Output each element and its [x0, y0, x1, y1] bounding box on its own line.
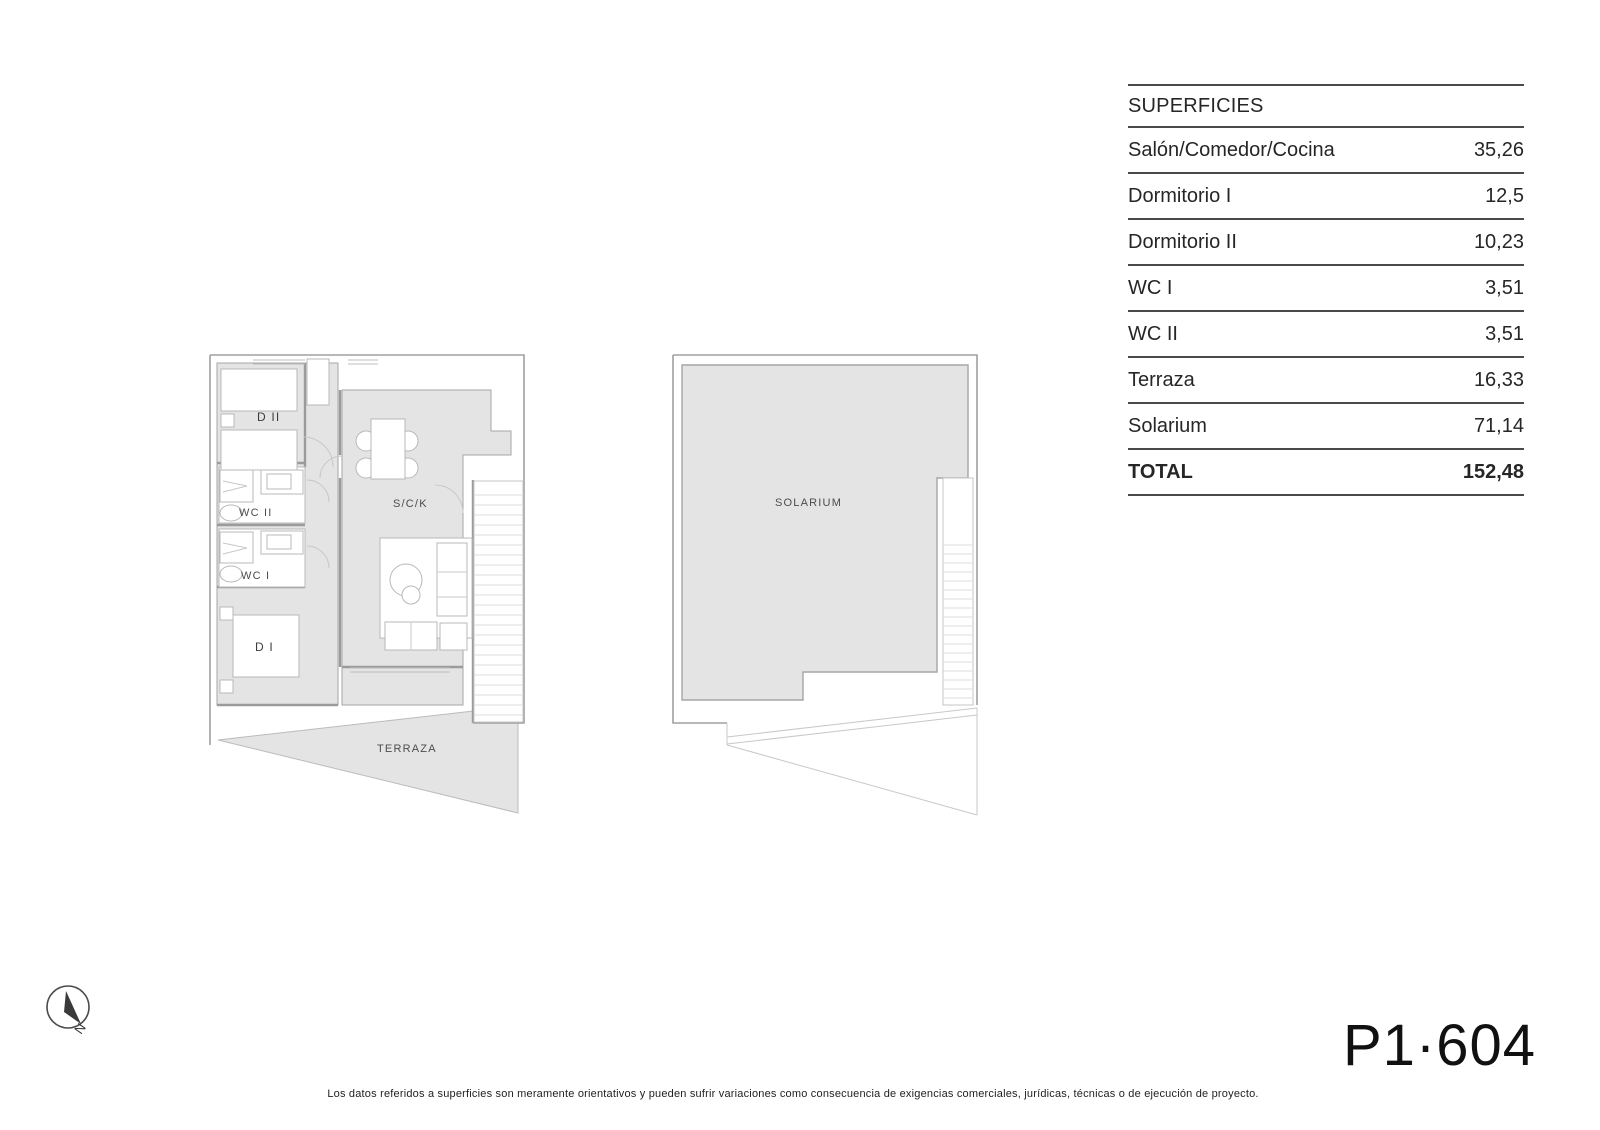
edge-diagonal-1: [727, 708, 977, 737]
room-label-terraza: TERRAZA: [377, 743, 437, 755]
room-label-d1: D I: [255, 640, 274, 654]
row-value: 10,23: [1473, 230, 1524, 253]
row-value: 3,51: [1485, 322, 1524, 345]
terrace-upper-floor: [342, 667, 463, 705]
sink: [267, 474, 291, 489]
row-value: 16,33: [1473, 368, 1524, 391]
solarium-plan: [655, 345, 990, 820]
surfaces-table-title: SUPERFICIES: [1128, 86, 1524, 128]
wardrobe: [307, 359, 329, 405]
table-row: [1128, 404, 1524, 450]
row-value: 71,14: [1473, 414, 1524, 437]
nightstand: [220, 680, 233, 693]
pouf: [402, 586, 420, 604]
compass-north-label: N: [71, 1020, 89, 1037]
row-label: WC I: [1128, 276, 1173, 299]
room-label-sck: S/C/K: [393, 498, 428, 510]
row-label: Terraza: [1128, 368, 1195, 391]
row-label: Dormitorio II: [1128, 230, 1237, 253]
table-row: [1128, 266, 1524, 312]
row-value: 12,5: [1485, 184, 1524, 207]
window-corridor: [348, 360, 378, 364]
dining-table: [371, 419, 405, 479]
nightstand: [220, 607, 233, 620]
bed: [221, 369, 297, 411]
plan-code: P1·604: [1342, 1013, 1536, 1078]
room-label-d2: D II: [257, 410, 281, 424]
solarium-floor: [682, 365, 968, 700]
stairs: [474, 481, 523, 722]
row-label: Solarium: [1128, 414, 1207, 437]
total-value: 152,48: [1462, 460, 1524, 483]
row-label: Salón/Comedor/Cocina: [1128, 138, 1335, 161]
edge-diagonal-3: [727, 745, 977, 815]
row-value: 3,51: [1485, 276, 1524, 299]
shower: [220, 470, 253, 502]
table-row: [1128, 312, 1524, 358]
table-row: [1128, 220, 1524, 266]
compass-needle: [64, 991, 81, 1024]
footer-disclaimer: Los datos referidos a superficies son meramente orientativos y pueden sufrir variaciones como consecuencia de exigencias comerciales, jurídicas, técnicas o de ejecución de proyecto.: [327, 1088, 1259, 1100]
table-row: [1128, 358, 1524, 404]
bed: [221, 430, 297, 470]
table-row: [1128, 174, 1524, 220]
toilet: [220, 566, 242, 582]
row-value: 35,26: [1473, 138, 1524, 161]
row-label: Dormitorio I: [1128, 184, 1232, 207]
solarium-stairs: [943, 478, 973, 705]
roof-edge-lines: [727, 708, 977, 815]
stairwell: [474, 481, 523, 722]
total-label: TOTAL: [1128, 460, 1193, 483]
room-label-wc2: WC II: [239, 507, 273, 519]
shower: [220, 532, 253, 563]
room-label-solarium: SOLARIUM: [775, 497, 843, 509]
sofa-side: [437, 543, 467, 616]
table-row: [1128, 128, 1524, 174]
edge-diagonal-2: [727, 715, 977, 744]
apartment-floor-plan: [195, 335, 535, 815]
surfaces-table: [1128, 84, 1524, 496]
room-label-wc1: WC I: [241, 570, 271, 582]
sink: [267, 535, 291, 549]
north-compass-icon: [35, 963, 115, 1053]
table-total-row: [1128, 450, 1524, 496]
row-label: WC II: [1128, 322, 1178, 345]
nightstand: [221, 414, 234, 427]
sofa-corner: [440, 623, 467, 650]
